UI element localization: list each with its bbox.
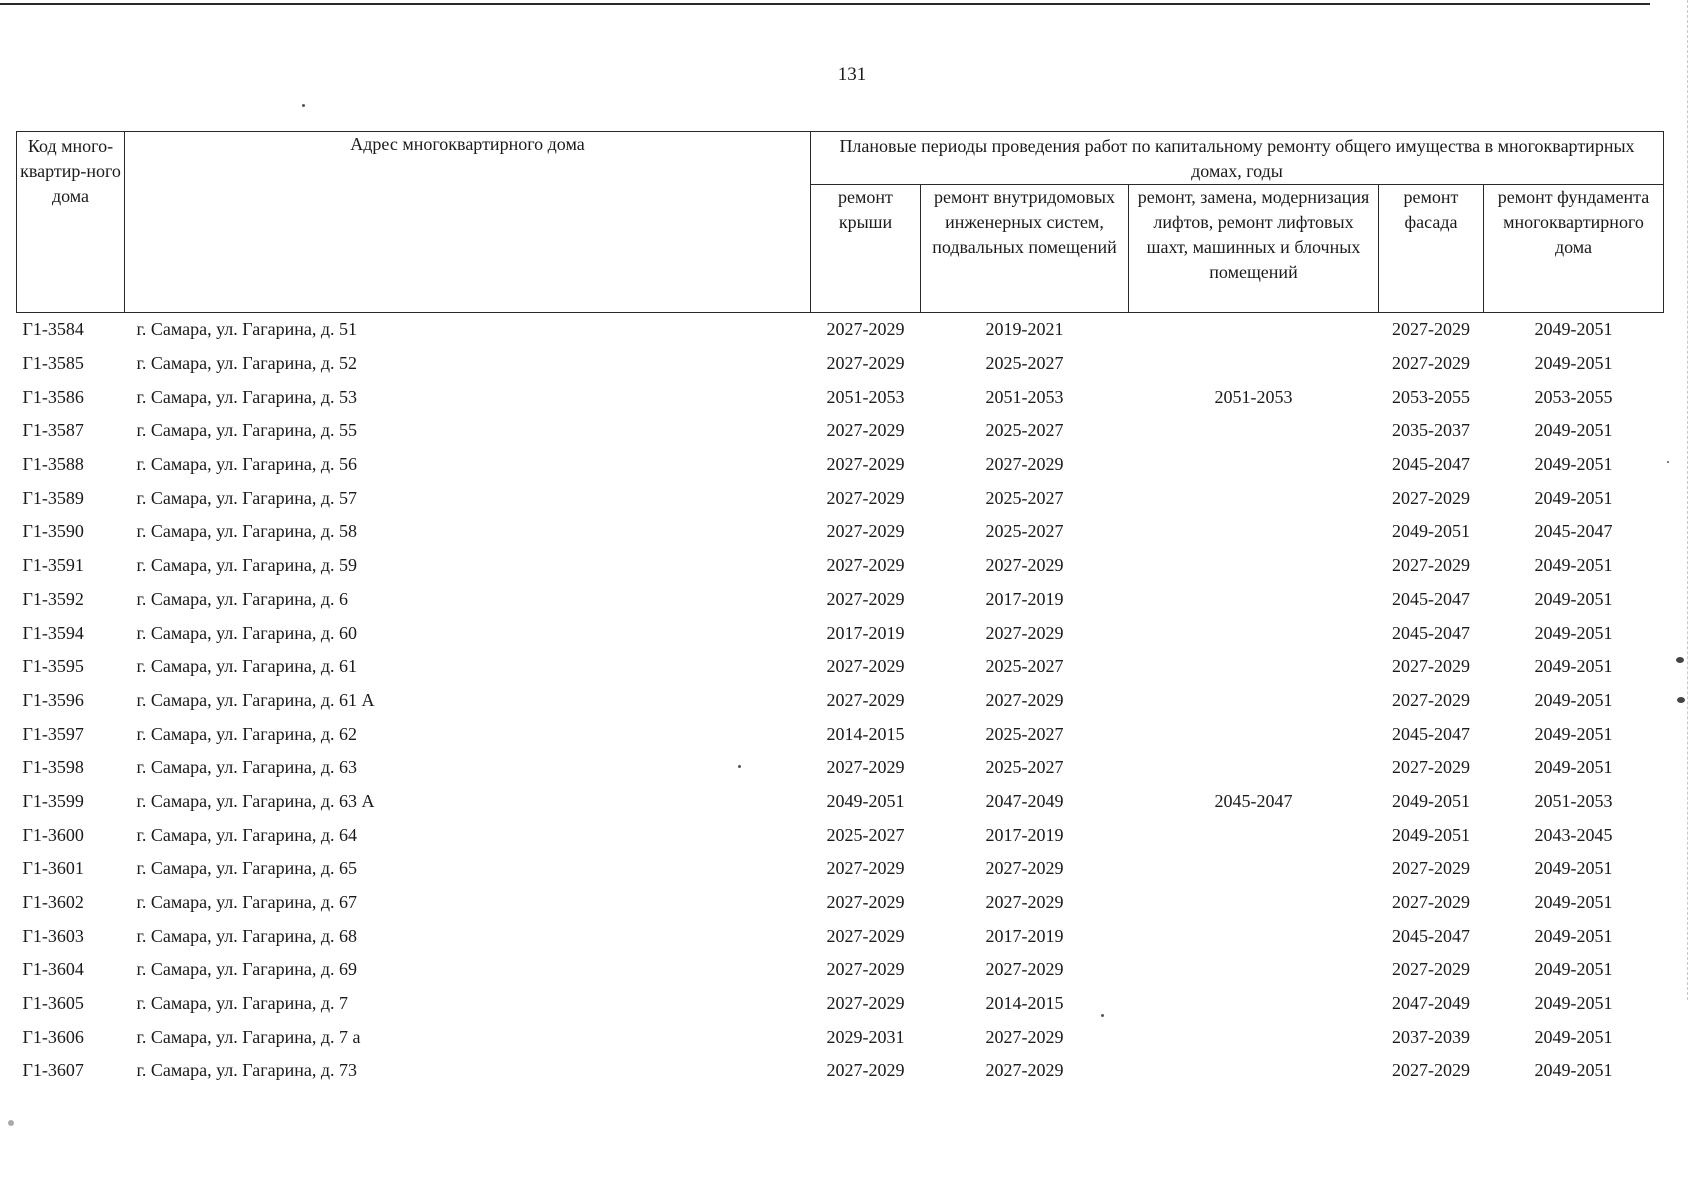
table-row xyxy=(17,347,1664,381)
table-row xyxy=(17,953,1664,987)
cell-code: Г1-3592 xyxy=(22,588,84,609)
cell-code: Г1-3607 xyxy=(22,1060,84,1081)
cell-address: г. Самара, ул. Гагарина, д. 61 xyxy=(136,656,358,677)
cell-lifts xyxy=(1129,448,1379,482)
cell-foundation: 2049-2051 xyxy=(1534,959,1613,980)
cell-foundation: 2049-2051 xyxy=(1534,588,1613,609)
cell-foundation: 2049-2051 xyxy=(1534,1026,1613,1047)
cell-code: Г1-3604 xyxy=(22,959,84,980)
cell-facade: 2045-2047 xyxy=(1392,588,1470,609)
cell-address: г. Самара, ул. Гагарина, д. 55 xyxy=(136,420,358,441)
cell-foundation: 2049-2051 xyxy=(1534,858,1613,879)
cell-facade: 2049-2051 xyxy=(1392,521,1470,542)
cell-code: Г1-3600 xyxy=(22,824,84,845)
cell-foundation: 2049-2051 xyxy=(1534,454,1613,475)
cell-address: г. Самара, ул. Гагарина, д. 59 xyxy=(136,555,358,576)
cell-code: Г1-3594 xyxy=(22,622,84,643)
cell-roof: 2014-2015 xyxy=(826,723,905,744)
cell-facade: 2027-2029 xyxy=(1392,689,1470,710)
table-row xyxy=(17,785,1664,819)
cell-code: Г1-3603 xyxy=(22,925,84,946)
top-rule xyxy=(0,3,1650,5)
cell-foundation: 2049-2051 xyxy=(1534,420,1613,441)
cell-roof: 2027-2029 xyxy=(826,757,905,778)
cell-address: г. Самара, ул. Гагарина, д. 57 xyxy=(136,487,358,508)
cell-systems: 2014-2015 xyxy=(985,993,1064,1014)
cell-systems: 2025-2027 xyxy=(985,353,1064,374)
cell-systems: 2025-2027 xyxy=(985,487,1064,508)
cell-lifts xyxy=(1129,515,1379,549)
cell-code: Г1-3599 xyxy=(22,790,84,811)
cell-systems: 2027-2029 xyxy=(985,622,1064,643)
page-number: 131 xyxy=(837,64,867,85)
scan-speck xyxy=(302,104,305,107)
cell-facade: 2035-2037 xyxy=(1392,420,1470,441)
cell-systems: 2027-2029 xyxy=(985,1026,1064,1047)
cell-address: г. Самара, ул. Гагарина, д. 61 А xyxy=(136,689,375,710)
table-row xyxy=(17,852,1664,886)
header-facade: ремонт фасада xyxy=(1379,185,1484,313)
cell-lifts xyxy=(1129,650,1379,684)
cell-foundation: 2049-2051 xyxy=(1534,993,1613,1014)
table-row xyxy=(17,650,1664,684)
cell-facade: 2045-2047 xyxy=(1392,723,1470,744)
cell-facade: 2027-2029 xyxy=(1392,656,1470,677)
cell-lifts: 2051-2053 xyxy=(1214,386,1293,407)
cell-address: г. Самара, ул. Гагарина, д. 60 xyxy=(136,622,358,643)
cell-facade: 2037-2039 xyxy=(1392,1026,1470,1047)
cell-systems: 2027-2029 xyxy=(985,454,1064,475)
scan-speck xyxy=(8,1120,14,1126)
cell-foundation: 2049-2051 xyxy=(1534,757,1613,778)
table-row xyxy=(17,448,1664,482)
table-row xyxy=(17,549,1664,583)
cell-address: г. Самара, ул. Гагарина, д. 64 xyxy=(136,824,358,845)
cell-roof: 2049-2051 xyxy=(826,790,905,811)
cell-foundation: 2049-2051 xyxy=(1534,892,1613,913)
cell-systems: 2017-2019 xyxy=(985,925,1064,946)
cell-foundation: 2049-2051 xyxy=(1534,1060,1613,1081)
cell-address: г. Самара, ул. Гагарина, д. 67 xyxy=(136,892,358,913)
header-roof: ремонт крыши xyxy=(811,185,921,313)
cell-systems: 2025-2027 xyxy=(985,757,1064,778)
cell-code: Г1-3601 xyxy=(22,858,84,879)
table-row xyxy=(17,515,1664,549)
table-row xyxy=(17,987,1664,1021)
cell-roof: 2017-2019 xyxy=(826,622,905,643)
cell-systems: 2025-2027 xyxy=(985,420,1064,441)
cell-lifts xyxy=(1129,886,1379,920)
cell-address: г. Самара, ул. Гагарина, д. 69 xyxy=(136,959,358,980)
cell-address: г. Самара, ул. Гагарина, д. 52 xyxy=(136,353,358,374)
cell-facade: 2049-2051 xyxy=(1392,790,1470,811)
cell-foundation: 2049-2051 xyxy=(1534,353,1613,374)
header-address: Адрес многоквартирного дома xyxy=(125,132,811,313)
table-row xyxy=(17,313,1664,347)
cell-roof: 2027-2029 xyxy=(826,689,905,710)
cell-lifts xyxy=(1129,919,1379,953)
cell-systems: 2017-2019 xyxy=(985,824,1064,845)
cell-lifts xyxy=(1129,481,1379,515)
cell-roof: 2027-2029 xyxy=(826,892,905,913)
cell-roof: 2027-2029 xyxy=(826,454,905,475)
cell-roof: 2027-2029 xyxy=(826,487,905,508)
cell-lifts xyxy=(1129,818,1379,852)
cell-code: Г1-3602 xyxy=(22,892,84,913)
table-row xyxy=(17,616,1664,650)
cell-roof: 2027-2029 xyxy=(826,555,905,576)
cell-foundation: 2049-2051 xyxy=(1534,555,1613,576)
cell-address: г. Самара, ул. Гагарина, д. 63 xyxy=(136,757,358,778)
cell-facade: 2047-2049 xyxy=(1392,993,1470,1014)
cell-roof: 2027-2029 xyxy=(826,858,905,879)
cell-roof: 2027-2029 xyxy=(826,420,905,441)
cell-facade: 2027-2029 xyxy=(1392,353,1470,374)
table-row xyxy=(17,751,1664,785)
table-row xyxy=(17,380,1664,414)
table-row xyxy=(17,481,1664,515)
cell-lifts xyxy=(1129,616,1379,650)
scan-speck xyxy=(1677,697,1685,703)
cell-address: г. Самара, ул. Гагарина, д. 6 xyxy=(136,588,349,609)
table-row xyxy=(17,919,1664,953)
cell-lifts xyxy=(1129,347,1379,381)
header-foundation: ремонт фундамента многоквартирного дома xyxy=(1484,185,1664,313)
cell-systems: 2027-2029 xyxy=(985,959,1064,980)
cell-systems: 2025-2027 xyxy=(985,521,1064,542)
cell-code: Г1-3595 xyxy=(22,656,84,677)
cell-code: Г1-3585 xyxy=(22,353,84,374)
cell-systems: 2027-2029 xyxy=(985,555,1064,576)
cell-lifts xyxy=(1129,684,1379,718)
cell-lifts xyxy=(1129,717,1379,751)
cell-facade: 2053-2055 xyxy=(1392,386,1470,407)
cell-lifts xyxy=(1129,987,1379,1021)
cell-code: Г1-3597 xyxy=(22,723,84,744)
cell-foundation: 2051-2053 xyxy=(1534,790,1613,811)
table-row xyxy=(17,583,1664,617)
cell-foundation: 2049-2051 xyxy=(1534,622,1613,643)
cell-code: Г1-3587 xyxy=(22,420,84,441)
cell-foundation: 2049-2051 xyxy=(1534,925,1613,946)
cell-roof: 2027-2029 xyxy=(826,656,905,677)
cell-address: г. Самара, ул. Гагарина, д. 7 а xyxy=(136,1026,361,1047)
cell-roof: 2027-2029 xyxy=(826,353,905,374)
cell-address: г. Самара, ул. Гагарина, д. 73 xyxy=(136,1060,358,1081)
scan-speck xyxy=(1101,1014,1104,1017)
cell-foundation: 2049-2051 xyxy=(1534,656,1613,677)
cell-foundation: 2043-2045 xyxy=(1534,824,1613,845)
table-body xyxy=(17,313,1664,1088)
cell-address: г. Самара, ул. Гагарина, д. 68 xyxy=(136,925,358,946)
cell-address: г. Самара, ул. Гагарина, д. 62 xyxy=(136,723,358,744)
table-row xyxy=(17,886,1664,920)
cell-roof: 2027-2029 xyxy=(826,1060,905,1081)
cell-foundation: 2049-2051 xyxy=(1534,723,1613,744)
header-systems: ремонт внутридомовых инженерных систем, подвальных помещений xyxy=(921,185,1129,313)
cell-systems: 2019-2021 xyxy=(985,319,1064,340)
cell-code: Г1-3584 xyxy=(22,319,84,340)
cell-roof: 2025-2027 xyxy=(826,824,905,845)
cell-systems: 2047-2049 xyxy=(985,790,1064,811)
cell-foundation: 2049-2051 xyxy=(1534,689,1613,710)
cell-address: г. Самара, ул. Гагарина, д. 53 xyxy=(136,386,358,407)
cell-systems: 2025-2027 xyxy=(985,656,1064,677)
cell-systems: 2027-2029 xyxy=(985,858,1064,879)
cell-lifts xyxy=(1129,583,1379,617)
cell-code: Г1-3590 xyxy=(22,521,84,542)
cell-code: Г1-3598 xyxy=(22,757,84,778)
cell-facade: 2027-2029 xyxy=(1392,892,1470,913)
cell-roof: 2029-2031 xyxy=(826,1026,905,1047)
table-row xyxy=(17,1054,1664,1088)
cell-facade: 2045-2047 xyxy=(1392,454,1470,475)
cell-address: г. Самара, ул. Гагарина, д. 51 xyxy=(136,319,358,340)
scan-speck xyxy=(1676,657,1684,663)
cell-foundation: 2049-2051 xyxy=(1534,487,1613,508)
cell-systems: 2027-2029 xyxy=(985,892,1064,913)
cell-facade: 2045-2047 xyxy=(1392,925,1470,946)
cell-roof: 2027-2029 xyxy=(826,925,905,946)
table-row xyxy=(17,1020,1664,1054)
capital-repair-schedule-table xyxy=(16,131,1664,1088)
cell-lifts xyxy=(1129,1020,1379,1054)
cell-facade: 2027-2029 xyxy=(1392,959,1470,980)
cell-roof: 2027-2029 xyxy=(826,521,905,542)
cell-roof: 2051-2053 xyxy=(826,386,905,407)
cell-facade: 2027-2029 xyxy=(1392,487,1470,508)
cell-address: г. Самара, ул. Гагарина, д. 63 А xyxy=(136,790,375,811)
cell-roof: 2027-2029 xyxy=(826,588,905,609)
cell-facade: 2045-2047 xyxy=(1392,622,1470,643)
cell-systems: 2017-2019 xyxy=(985,588,1064,609)
cell-roof: 2027-2029 xyxy=(826,959,905,980)
cell-lifts xyxy=(1129,1054,1379,1088)
cell-code: Г1-3596 xyxy=(22,689,84,710)
cell-address: г. Самара, ул. Гагарина, д. 58 xyxy=(136,521,358,542)
scan-speck xyxy=(738,765,741,768)
table-row xyxy=(17,818,1664,852)
header-lifts: ремонт, замена, модернизация лифтов, ремонт лифтовых шахт, машинных и блочных помещений xyxy=(1129,185,1379,313)
table-row xyxy=(17,414,1664,448)
cell-lifts xyxy=(1129,953,1379,987)
cell-address: г. Самара, ул. Гагарина, д. 56 xyxy=(136,454,358,475)
cell-foundation: 2045-2047 xyxy=(1534,521,1613,542)
cell-lifts xyxy=(1129,549,1379,583)
cell-code: Г1-3605 xyxy=(22,993,84,1014)
cell-systems: 2027-2029 xyxy=(985,1060,1064,1081)
scan-speck xyxy=(1667,461,1669,463)
cell-lifts xyxy=(1129,751,1379,785)
cell-facade: 2027-2029 xyxy=(1392,757,1470,778)
cell-lifts xyxy=(1129,852,1379,886)
cell-code: Г1-3586 xyxy=(22,386,84,407)
cell-code: Г1-3588 xyxy=(22,454,84,475)
cell-address: г. Самара, ул. Гагарина, д. 65 xyxy=(136,858,358,879)
cell-systems: 2025-2027 xyxy=(985,723,1064,744)
scan-edge xyxy=(1687,0,1688,1000)
cell-code: Г1-3606 xyxy=(22,1026,84,1047)
table-row xyxy=(17,717,1664,751)
cell-facade: 2027-2029 xyxy=(1392,555,1470,576)
cell-roof: 2027-2029 xyxy=(826,993,905,1014)
cell-lifts xyxy=(1129,414,1379,448)
cell-address: г. Самара, ул. Гагарина, д. 7 xyxy=(136,993,349,1014)
cell-code: Г1-3591 xyxy=(22,555,84,576)
header-code: Код много-квартир-ного дома xyxy=(17,132,125,313)
cell-lifts: 2045-2047 xyxy=(1214,790,1293,811)
table-row xyxy=(17,684,1664,718)
cell-facade: 2027-2029 xyxy=(1392,319,1470,340)
cell-facade: 2027-2029 xyxy=(1392,1060,1470,1081)
cell-facade: 2049-2051 xyxy=(1392,824,1470,845)
header-periods-group: Плановые периоды проведения работ по капитальному ремонту общего имущества в многоквартирных домах, годы xyxy=(811,132,1664,185)
cell-systems: 2051-2053 xyxy=(985,386,1064,407)
table-header xyxy=(17,132,1664,313)
cell-systems: 2027-2029 xyxy=(985,689,1064,710)
cell-foundation: 2053-2055 xyxy=(1534,386,1613,407)
cell-code: Г1-3589 xyxy=(22,487,84,508)
cell-roof: 2027-2029 xyxy=(826,319,905,340)
cell-foundation: 2049-2051 xyxy=(1534,319,1613,340)
cell-facade: 2027-2029 xyxy=(1392,858,1470,879)
cell-lifts xyxy=(1129,313,1379,347)
